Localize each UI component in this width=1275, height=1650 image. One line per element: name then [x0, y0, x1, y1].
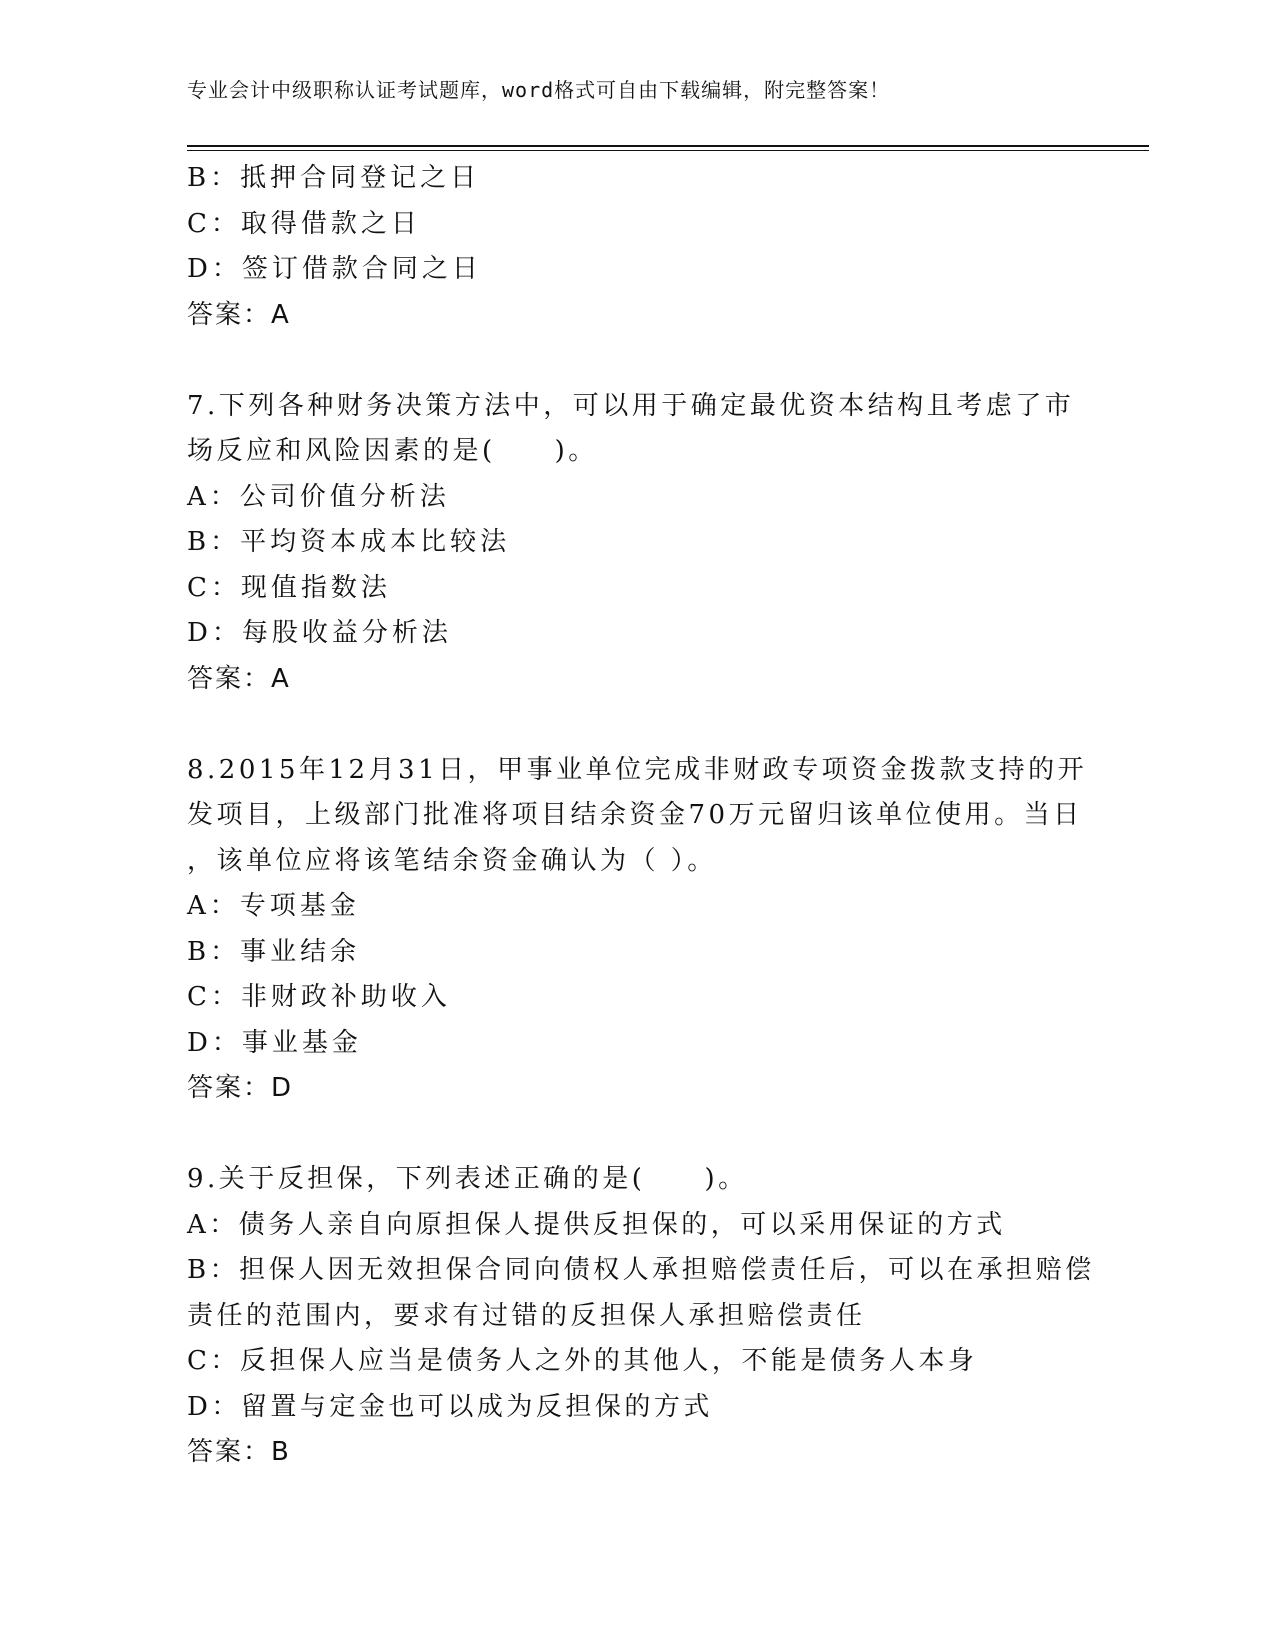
- option-line: 责任的范围内，要求有过错的反担保人承担赔偿责任: [187, 1300, 866, 1331]
- option-line: D：事业基金: [187, 1027, 362, 1058]
- option-line: B：抵押合同登记之日: [187, 163, 481, 193]
- answer-line: 答案：D: [187, 1073, 294, 1103]
- question-content: [187, 156, 1095, 1476]
- answer-line: 答案：A: [187, 663, 291, 694]
- option-line: D：留置与定金也可以成为反担保的方式: [187, 1391, 713, 1422]
- option-line: B：事业结余: [187, 936, 361, 967]
- header-rule-thin: [187, 150, 1149, 151]
- option-line: C：非财政补助收入: [187, 982, 451, 1012]
- option-line: D：每股收益分析法: [187, 618, 452, 648]
- option-line: C：反担保人应当是债务人之外的其他人，不能是债务人本身: [187, 1346, 978, 1376]
- option-line: D：签订借款合同之日: [187, 254, 482, 284]
- question-8-stem-line: 发项目，上级部门批准将项目结余资金70万元留归该单位使用。当日: [187, 800, 1083, 830]
- option-line: A：债务人亲自向原担保人提供反担保的，可以采用保证的方式: [187, 1209, 1006, 1240]
- option-line: A：公司价值分析法: [187, 481, 450, 512]
- question-9-stem-line: 9.关于反担保，下列表述正确的是( )。: [187, 1164, 748, 1194]
- question-8-stem-line: ，该单位应将该笔结余资金确认为（ ）。: [187, 845, 717, 876]
- option-line: A：专项基金: [187, 891, 360, 921]
- answer-line: 答案：A: [187, 299, 291, 330]
- question-7-stem-line: 7.下列各种财务决策方法中，可以用于确定最优资本结构且考虑了市: [187, 390, 1075, 421]
- option-line: C：现值指数法: [187, 572, 391, 603]
- header-rule-thick: [187, 145, 1149, 147]
- question-7-stem-line: 场反应和风险因素的是( )。: [187, 436, 598, 466]
- page-header: 专业会计中级职称认证考试题库，word格式可自由下载编辑，附完整答案！: [187, 78, 891, 102]
- answer-line: 答案：B: [187, 1437, 291, 1467]
- option-line: C：取得借款之日: [187, 208, 421, 239]
- question-8-stem-line: 8.2015年12月31日，甲事业单位完成非财政专项资金拨款支持的开: [187, 754, 1088, 785]
- option-line: B：平均资本成本比较法: [187, 527, 511, 557]
- option-line: B：担保人因无效担保合同向债权人承担赔偿责任后，可以在承担赔偿: [187, 1255, 1095, 1285]
